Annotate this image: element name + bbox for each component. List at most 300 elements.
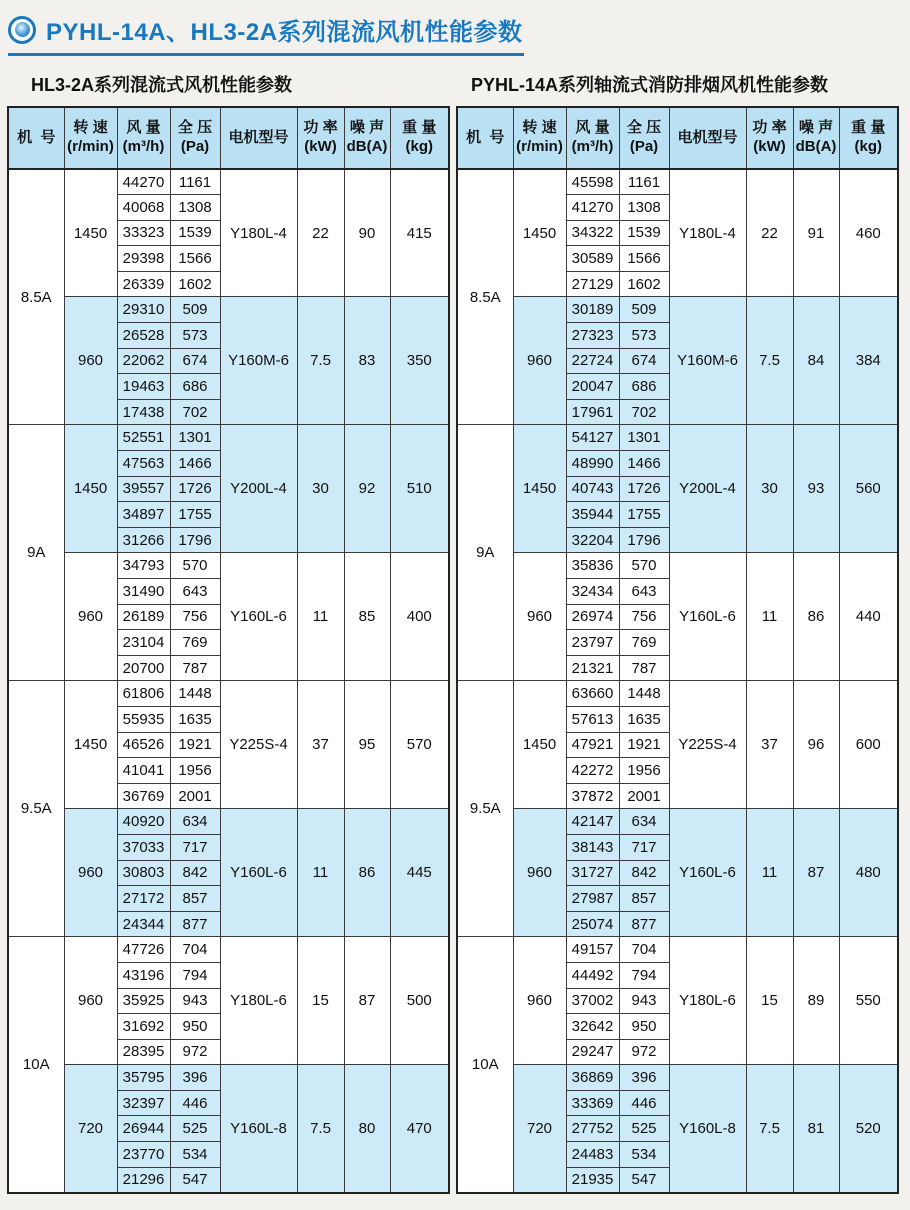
flow-cell: 54127 [566, 425, 619, 451]
flow-cell: 44492 [566, 962, 619, 988]
pressure-cell: 396 [170, 1065, 220, 1091]
column-header-line2: dB(A) [795, 138, 837, 155]
flow-cell: 21935 [566, 1167, 619, 1193]
column-header [64, 107, 117, 169]
pressure-cell: 1796 [619, 527, 669, 553]
column-header-line2: (m³/h) [122, 138, 165, 155]
flow-cell: 31266 [117, 527, 170, 553]
pressure-cell: 702 [170, 399, 220, 425]
column-header-line2: (Pa) [629, 138, 659, 155]
flow-cell: 57613 [566, 706, 619, 732]
flow-cell: 29398 [117, 246, 170, 272]
pressure-cell: 1308 [619, 195, 669, 221]
motor-cell: Y160M-6 [220, 297, 297, 425]
flow-cell: 36869 [566, 1065, 619, 1091]
column-header-line1: 机 号 [466, 128, 505, 146]
weight-cell: 460 [839, 169, 898, 297]
pressure-cell: 1602 [619, 271, 669, 297]
noise-cell: 84 [793, 297, 839, 425]
flow-cell: 35795 [117, 1065, 170, 1091]
column-header-line2: (kW) [304, 138, 337, 155]
flow-cell: 20047 [566, 374, 619, 400]
pressure-cell: 1301 [170, 425, 220, 451]
pressure-cell: 1755 [619, 502, 669, 528]
table-row [8, 681, 449, 707]
pressure-cell: 1466 [170, 451, 220, 477]
table-row [457, 553, 898, 579]
flow-cell: 31692 [117, 1014, 170, 1040]
column-header-line1: 机 号 [17, 128, 56, 146]
speed-cell: 720 [513, 1065, 566, 1193]
pressure-cell: 686 [619, 374, 669, 400]
flow-cell: 32204 [566, 527, 619, 553]
page-title: PYHL-14A、HL3-2A系列混流风机性能参数 [46, 19, 523, 46]
column-header [619, 107, 669, 169]
flow-cell: 47921 [566, 732, 619, 758]
column-header-line1: 全 压 [626, 119, 662, 137]
pressure-cell: 717 [619, 834, 669, 860]
left-table-caption: HL3-2A系列混流式风机性能参数 [31, 75, 293, 95]
flow-cell: 32434 [566, 579, 619, 605]
column-header-line2: (m³/h) [571, 138, 614, 155]
flow-cell: 27752 [566, 1116, 619, 1142]
model-cell: 9.5A [8, 681, 64, 937]
flow-cell: 24344 [117, 911, 170, 937]
pressure-cell: 702 [619, 399, 669, 425]
speed-cell: 960 [64, 809, 117, 937]
pressure-cell: 643 [170, 579, 220, 605]
pressure-cell: 1161 [619, 169, 669, 195]
column-header [8, 107, 64, 169]
pressure-cell: 943 [619, 988, 669, 1014]
pressure-cell: 1956 [619, 758, 669, 784]
weight-cell: 560 [839, 425, 898, 553]
flow-cell: 27172 [117, 886, 170, 912]
flow-cell: 32397 [117, 1090, 170, 1116]
noise-cell: 90 [344, 169, 390, 297]
weight-cell: 470 [390, 1065, 449, 1193]
noise-cell: 93 [793, 425, 839, 553]
flow-cell: 55935 [117, 706, 170, 732]
pyhl-14a-performance-table [456, 106, 899, 1194]
power-cell: 7.5 [297, 297, 344, 425]
pressure-cell: 525 [170, 1116, 220, 1142]
pressure-cell: 674 [619, 348, 669, 374]
flow-cell: 27987 [566, 886, 619, 912]
pressure-cell: 877 [170, 911, 220, 937]
weight-cell: 520 [839, 1065, 898, 1193]
power-cell: 7.5 [746, 1065, 793, 1193]
flow-cell: 34322 [566, 220, 619, 246]
pressure-cell: 704 [170, 937, 220, 963]
speed-cell: 1450 [64, 425, 117, 553]
flow-cell: 27129 [566, 271, 619, 297]
flow-cell: 46526 [117, 732, 170, 758]
motor-cell: Y160L-6 [220, 553, 297, 681]
pressure-cell: 950 [170, 1014, 220, 1040]
motor-cell: Y225S-4 [669, 681, 746, 809]
flow-cell: 35836 [566, 553, 619, 579]
power-cell: 22 [746, 169, 793, 297]
motor-cell: Y180L-6 [669, 937, 746, 1065]
column-header-line1: 转 速 [522, 119, 557, 137]
speed-cell: 1450 [513, 425, 566, 553]
pressure-cell: 1921 [170, 732, 220, 758]
pressure-cell: 643 [619, 579, 669, 605]
motor-cell: Y200L-4 [220, 425, 297, 553]
pressure-cell: 769 [619, 630, 669, 656]
flow-cell: 41041 [117, 758, 170, 784]
flow-cell: 41270 [566, 195, 619, 221]
hl3-2a-performance-table [7, 106, 450, 1194]
flow-cell: 22062 [117, 348, 170, 374]
table-row [457, 937, 898, 963]
pressure-cell: 794 [619, 962, 669, 988]
column-header-line2: (kg) [405, 138, 433, 155]
noise-cell: 95 [344, 681, 390, 809]
noise-cell: 81 [793, 1065, 839, 1193]
noise-cell: 96 [793, 681, 839, 809]
speed-cell: 1450 [64, 169, 117, 297]
column-header [746, 107, 793, 169]
pressure-cell: 1602 [170, 271, 220, 297]
column-header [390, 107, 449, 169]
table-row [8, 937, 449, 963]
pressure-cell: 1448 [170, 681, 220, 707]
flow-cell: 47726 [117, 937, 170, 963]
motor-cell: Y225S-4 [220, 681, 297, 809]
table-row [457, 1065, 898, 1091]
pressure-cell: 877 [619, 911, 669, 937]
flow-cell: 35925 [117, 988, 170, 1014]
speed-cell: 960 [513, 553, 566, 681]
column-header-line1: 风 量 [575, 119, 610, 137]
column-header-line2: (Pa) [180, 138, 210, 155]
column-header [344, 107, 390, 169]
flow-cell: 22724 [566, 348, 619, 374]
table-row [8, 1065, 449, 1091]
column-header-line1: 电机型号 [677, 128, 738, 146]
noise-cell: 83 [344, 297, 390, 425]
model-cell: 10A [457, 937, 513, 1193]
flow-cell: 23770 [117, 1142, 170, 1168]
weight-cell: 550 [839, 937, 898, 1065]
pressure-cell: 1796 [170, 527, 220, 553]
pressure-cell: 1448 [619, 681, 669, 707]
flow-cell: 44270 [117, 169, 170, 195]
pressure-cell: 446 [170, 1090, 220, 1116]
flow-cell: 19463 [117, 374, 170, 400]
flow-cell: 47563 [117, 451, 170, 477]
weight-cell: 440 [839, 553, 898, 681]
pressure-cell: 509 [170, 297, 220, 323]
pressure-cell: 950 [619, 1014, 669, 1040]
flow-cell: 30803 [117, 860, 170, 886]
pressure-cell: 1566 [619, 246, 669, 272]
power-cell: 30 [746, 425, 793, 553]
power-cell: 37 [297, 681, 344, 809]
power-cell: 37 [746, 681, 793, 809]
flow-cell: 48990 [566, 451, 619, 477]
flow-cell: 34897 [117, 502, 170, 528]
pressure-cell: 573 [619, 323, 669, 349]
flow-cell: 20700 [117, 655, 170, 681]
flow-cell: 26189 [117, 604, 170, 630]
column-header-line1: 噪 声 [798, 119, 834, 137]
pressure-cell: 972 [170, 1039, 220, 1065]
pressure-cell: 534 [170, 1142, 220, 1168]
power-cell: 7.5 [297, 1065, 344, 1193]
column-header-line2: (kg) [854, 138, 882, 155]
table-row [8, 553, 449, 579]
flow-cell: 61806 [117, 681, 170, 707]
speed-cell: 960 [64, 553, 117, 681]
flow-cell: 40068 [117, 195, 170, 221]
flow-cell: 17961 [566, 399, 619, 425]
column-header [566, 107, 619, 169]
flow-cell: 34793 [117, 553, 170, 579]
flow-cell: 42272 [566, 758, 619, 784]
flow-cell: 29310 [117, 297, 170, 323]
power-cell: 7.5 [746, 297, 793, 425]
weight-cell: 500 [390, 937, 449, 1065]
table-row [8, 809, 449, 835]
flow-cell: 42147 [566, 809, 619, 835]
pressure-cell: 509 [619, 297, 669, 323]
pressure-cell: 2001 [170, 783, 220, 809]
column-header-line1: 风 量 [126, 119, 161, 137]
column-header-line2: (r/min) [67, 138, 114, 155]
motor-cell: Y160L-6 [669, 809, 746, 937]
column-header-line1: 电机型号 [228, 128, 289, 146]
flow-cell: 37002 [566, 988, 619, 1014]
weight-cell: 570 [390, 681, 449, 809]
model-cell: 9.5A [457, 681, 513, 937]
pressure-cell: 1755 [170, 502, 220, 528]
column-header [220, 107, 297, 169]
flow-cell: 31490 [117, 579, 170, 605]
flow-cell: 32642 [566, 1014, 619, 1040]
flow-cell: 40743 [566, 476, 619, 502]
column-header [839, 107, 898, 169]
flow-cell: 23104 [117, 630, 170, 656]
pressure-cell: 674 [170, 348, 220, 374]
motor-cell: Y200L-4 [669, 425, 746, 553]
noise-cell: 80 [344, 1065, 390, 1193]
column-header-line1: 功 率 [303, 119, 338, 137]
speed-cell: 1450 [64, 681, 117, 809]
pressure-cell: 634 [619, 809, 669, 835]
flow-cell: 33369 [566, 1090, 619, 1116]
speed-cell: 1450 [513, 681, 566, 809]
motor-cell: Y180L-6 [220, 937, 297, 1065]
column-header [793, 107, 839, 169]
flow-cell: 29247 [566, 1039, 619, 1065]
pressure-cell: 756 [619, 604, 669, 630]
pressure-cell: 525 [619, 1116, 669, 1142]
flow-cell: 52551 [117, 425, 170, 451]
pressure-cell: 2001 [619, 783, 669, 809]
weight-cell: 350 [390, 297, 449, 425]
right-table-caption: PYHL-14A系列轴流式消防排烟风机性能参数 [471, 75, 829, 95]
pressure-cell: 704 [619, 937, 669, 963]
pressure-cell: 1308 [170, 195, 220, 221]
pressure-cell: 634 [170, 809, 220, 835]
column-header [170, 107, 220, 169]
noise-cell: 85 [344, 553, 390, 681]
weight-cell: 510 [390, 425, 449, 553]
weight-cell: 445 [390, 809, 449, 937]
pressure-cell: 1539 [170, 220, 220, 246]
table-row [8, 425, 449, 451]
target-icon [8, 16, 36, 44]
speed-cell: 720 [64, 1065, 117, 1193]
model-cell: 8.5A [457, 169, 513, 425]
pressure-cell: 570 [170, 553, 220, 579]
table-row [457, 169, 898, 195]
noise-cell: 87 [793, 809, 839, 937]
flow-cell: 26974 [566, 604, 619, 630]
column-header-line2: (kW) [753, 138, 786, 155]
pressure-cell: 1921 [619, 732, 669, 758]
column-header-line1: 噪 声 [349, 119, 385, 137]
flow-cell: 33323 [117, 220, 170, 246]
model-cell: 9A [457, 425, 513, 681]
flow-cell: 37872 [566, 783, 619, 809]
flow-cell: 35944 [566, 502, 619, 528]
noise-cell: 92 [344, 425, 390, 553]
flow-cell: 27323 [566, 323, 619, 349]
table-row [457, 425, 898, 451]
column-header-line2: dB(A) [346, 138, 388, 155]
pressure-cell: 1301 [619, 425, 669, 451]
column-header [513, 107, 566, 169]
pressure-cell: 573 [170, 323, 220, 349]
pressure-cell: 717 [170, 834, 220, 860]
flow-cell: 26528 [117, 323, 170, 349]
pressure-cell: 1566 [170, 246, 220, 272]
pressure-cell: 534 [619, 1142, 669, 1168]
flow-cell: 38143 [566, 834, 619, 860]
pressure-cell: 794 [170, 962, 220, 988]
flow-cell: 21321 [566, 655, 619, 681]
motor-cell: Y160L-6 [220, 809, 297, 937]
speed-cell: 960 [513, 297, 566, 425]
pressure-cell: 1726 [619, 476, 669, 502]
pressure-cell: 547 [170, 1167, 220, 1193]
pressure-cell: 756 [170, 604, 220, 630]
flow-cell: 23797 [566, 630, 619, 656]
flow-cell: 63660 [566, 681, 619, 707]
flow-cell: 30589 [566, 246, 619, 272]
pressure-cell: 1466 [619, 451, 669, 477]
column-header-line1: 重 量 [402, 119, 437, 137]
pressure-cell: 787 [170, 655, 220, 681]
pressure-cell: 857 [170, 886, 220, 912]
pressure-cell: 570 [619, 553, 669, 579]
model-cell: 8.5A [8, 169, 64, 425]
pressure-cell: 842 [170, 860, 220, 886]
power-cell: 11 [297, 809, 344, 937]
weight-cell: 600 [839, 681, 898, 809]
table-row [8, 297, 449, 323]
weight-cell: 384 [839, 297, 898, 425]
motor-cell: Y160M-6 [669, 297, 746, 425]
speed-cell: 960 [64, 937, 117, 1065]
pressure-cell: 769 [170, 630, 220, 656]
column-header-line1: 重 量 [851, 119, 886, 137]
weight-cell: 400 [390, 553, 449, 681]
flow-cell: 26339 [117, 271, 170, 297]
weight-cell: 480 [839, 809, 898, 937]
motor-cell: Y160L-6 [669, 553, 746, 681]
pressure-cell: 1635 [170, 706, 220, 732]
flow-cell: 49157 [566, 937, 619, 963]
pressure-cell: 943 [170, 988, 220, 1014]
speed-cell: 960 [64, 297, 117, 425]
power-cell: 11 [746, 809, 793, 937]
noise-cell: 87 [344, 937, 390, 1065]
table-row [457, 809, 898, 835]
pressure-cell: 857 [619, 886, 669, 912]
noise-cell: 89 [793, 937, 839, 1065]
flow-cell: 36769 [117, 783, 170, 809]
weight-cell: 415 [390, 169, 449, 297]
pressure-cell: 1956 [170, 758, 220, 784]
tables-container [0, 56, 910, 1194]
power-cell: 11 [746, 553, 793, 681]
motor-cell: Y180L-4 [220, 169, 297, 297]
pressure-cell: 1635 [619, 706, 669, 732]
flow-cell: 26944 [117, 1116, 170, 1142]
power-cell: 22 [297, 169, 344, 297]
column-header-line1: 功 率 [752, 119, 787, 137]
speed-cell: 960 [513, 937, 566, 1065]
pressure-cell: 1726 [170, 476, 220, 502]
table-row [457, 681, 898, 707]
flow-cell: 28395 [117, 1039, 170, 1065]
pressure-cell: 396 [619, 1065, 669, 1091]
model-cell: 10A [8, 937, 64, 1193]
speed-cell: 960 [513, 809, 566, 937]
flow-cell: 37033 [117, 834, 170, 860]
power-cell: 11 [297, 553, 344, 681]
flow-cell: 24483 [566, 1142, 619, 1168]
column-header [117, 107, 170, 169]
pressure-cell: 446 [619, 1090, 669, 1116]
pressure-cell: 787 [619, 655, 669, 681]
pressure-cell: 842 [619, 860, 669, 886]
column-header [457, 107, 513, 169]
flow-cell: 40920 [117, 809, 170, 835]
model-cell: 9A [8, 425, 64, 681]
flow-cell: 31727 [566, 860, 619, 886]
column-header-line1: 转 速 [73, 119, 108, 137]
table-row [8, 169, 449, 195]
motor-cell: Y160L-8 [220, 1065, 297, 1193]
left-table-section [7, 56, 448, 1194]
noise-cell: 91 [793, 169, 839, 297]
power-cell: 15 [297, 937, 344, 1065]
pressure-cell: 1539 [619, 220, 669, 246]
table-row [457, 297, 898, 323]
power-cell: 30 [297, 425, 344, 553]
motor-cell: Y180L-4 [669, 169, 746, 297]
flow-cell: 43196 [117, 962, 170, 988]
right-table-section [456, 56, 897, 1194]
flow-cell: 45598 [566, 169, 619, 195]
flow-cell: 25074 [566, 911, 619, 937]
